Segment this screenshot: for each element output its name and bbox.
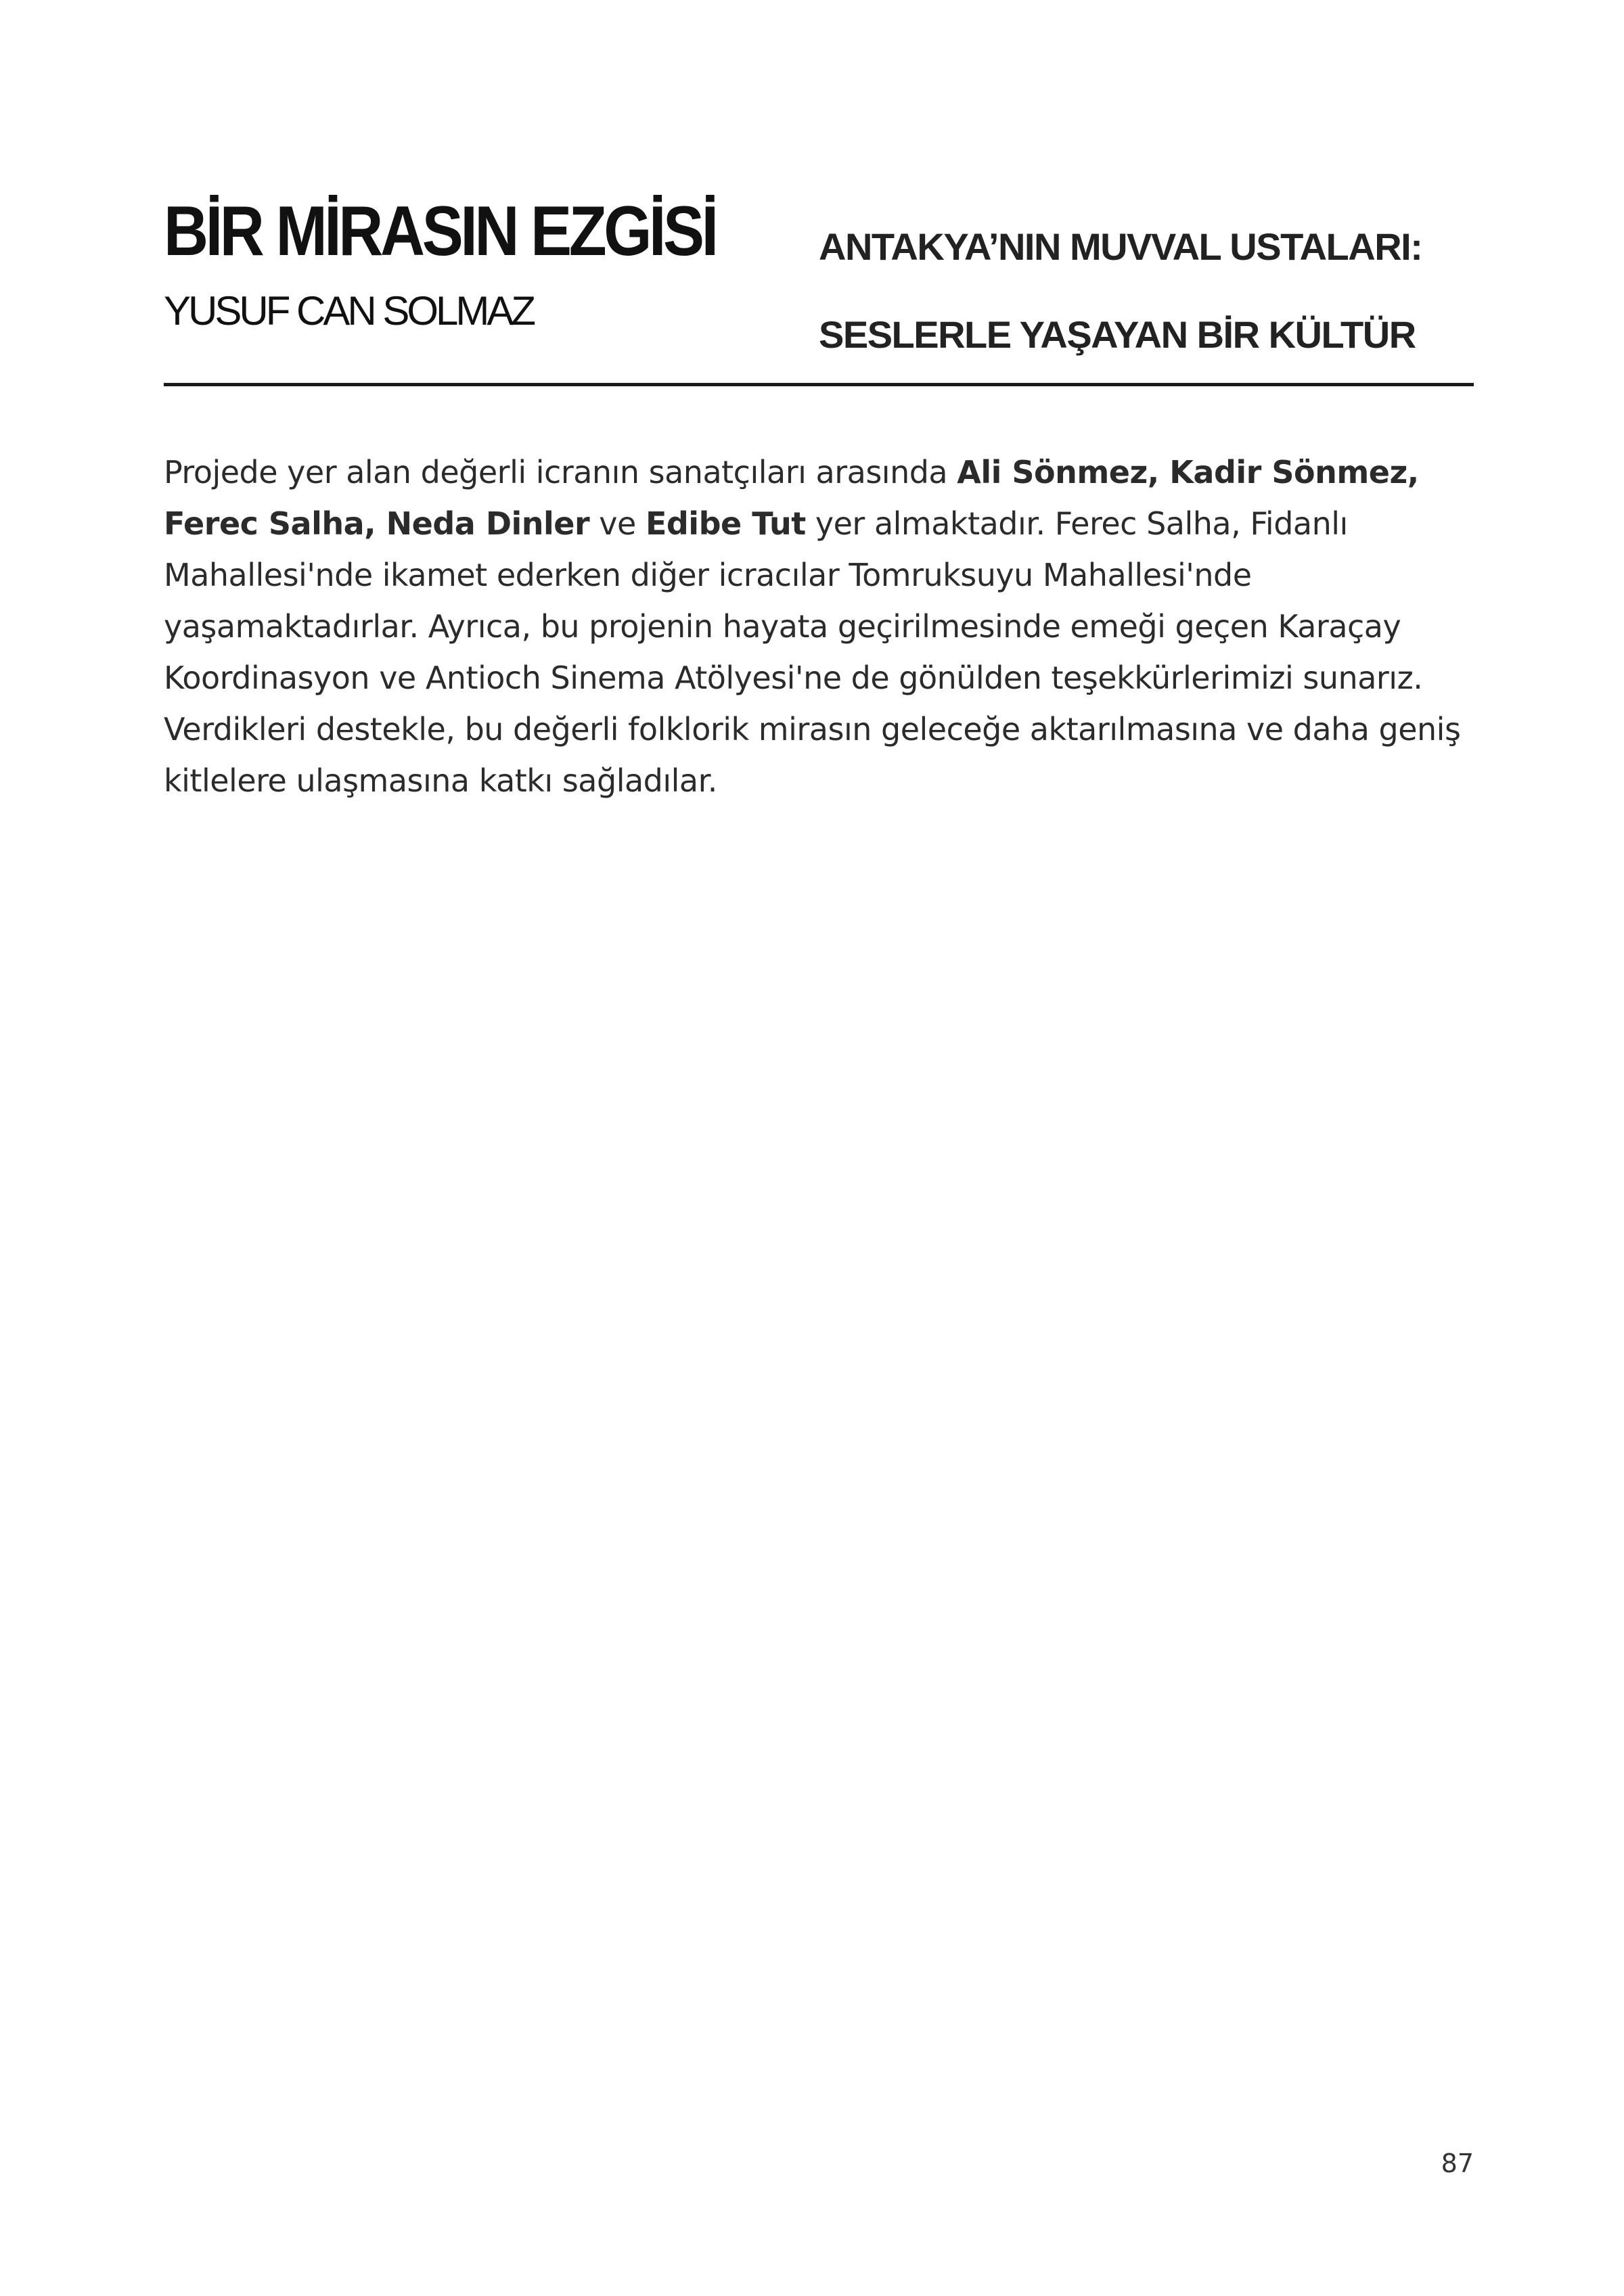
author-name: YUSUF CAN SOLMAZ <box>164 288 534 334</box>
body-rest-text: yer almaktadır. Ferec Salha, Fidanlı Mahallesi'nde ikamet ederken diğer icracılar Tomruksuyu Mahallesi'nde yaşamaktadırlar. Ayrıca, bu projenin hayata geçirilmesinde emeği geçen Karaçay Koordinasyon ve Antioch Sinema Atölyesi'ne de gönülden teşekkürlerimizi sunarız. Verdikleri destekle, bu değerli folklorik mirasın geleceğe aktarılmasına ve daha geniş kitlelere ulaşmasına katkı sağladılar. <box>164 505 1461 799</box>
chapter-title-line-2: SESLERLE YAŞAYAN BİR KÜLTÜR <box>819 313 1416 356</box>
book-title: BİR MİRASIN EZGİSİ <box>164 192 716 271</box>
artist-names: Ali Sönmez, Kadir Sönmez, Ferec Salha, Neda Dinler <box>164 454 1419 542</box>
page-header <box>164 189 1474 386</box>
body-paragraph <box>164 446 1474 806</box>
chapter-title <box>819 203 1422 379</box>
page-number: 87 <box>1441 2149 1474 2178</box>
header-divider <box>164 383 1474 386</box>
body-connector-text: ve <box>589 505 646 542</box>
artist-name-last: Edibe Tut <box>645 505 806 542</box>
chapter-title-line-1: ANTAKYA’NIN MUVVAL USTALARI: <box>819 225 1422 268</box>
body-intro-text: Projede yer alan değerli icranın sanatçıları arasında <box>164 454 957 490</box>
